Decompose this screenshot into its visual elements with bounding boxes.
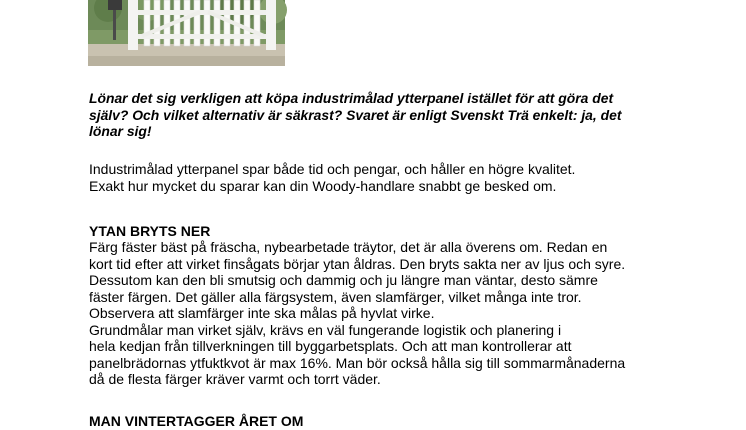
body-line: hela kedjan från tillverkningen till byggarbetsplats. Och att man kontrollerar att (89, 338, 572, 354)
body-line: Observera att slamfärger inte ska målas på hyvlat virke. (89, 305, 435, 321)
body-line: fäster färgen. Det gäller alla färgsystem, även slamfärger, vilket många inte tror. (89, 288, 582, 305)
lead-line: Lönar det sig verkligen att köpa industrimålad ytterpanel istället för att göra det (89, 90, 614, 106)
body-line: kort tid efter att virket finsågats börjar ytan åldras. Den bryts sakta ner av ljus och syre. (89, 255, 626, 272)
body-line: panelbrädornas ytfuktkvot är max 16%. Man bör också hålla sig till sommarmånaderna (89, 354, 626, 371)
intro-paragraph (89, 161, 689, 194)
gate-photo-illustration (88, 0, 285, 66)
mailbox-icon (108, 0, 122, 10)
lead-line: själv? Och vilket alternativ är säkrast? Svaret är enligt Svenskt Trä enkelt: ja, det (89, 106, 622, 123)
next-section-heading: MAN VINTERTAGGER ÅRET OM (89, 413, 304, 429)
body-line: Dessutom kan den bli smutsig och dammig och ju längre man väntar, desto sämre (89, 272, 598, 288)
intro-line: Exakt hur mycket du sparar kan din Woody-handlare snabbt ge besked om. (89, 177, 557, 194)
lead-line: lönar sig! (89, 123, 152, 139)
section-heading: YTAN BRYTS NER (89, 223, 211, 239)
lead-paragraph (89, 90, 689, 140)
body-paragraph (89, 239, 689, 388)
article-photo (88, 0, 285, 66)
body-line: då de flesta färger kräver varmt och torrt väder. (89, 371, 381, 387)
body-line: Grundmålar man virket själv, krävs en väl fungerande logistik och planering i (89, 321, 562, 338)
intro-line: Industrimålad ytterpanel spar både tid och pengar, och håller en högre kvalitet. (89, 161, 576, 177)
body-line: Färg fäster bäst på fräscha, nybearbetade träytor, det är alla överens om. Redan en (89, 239, 608, 255)
